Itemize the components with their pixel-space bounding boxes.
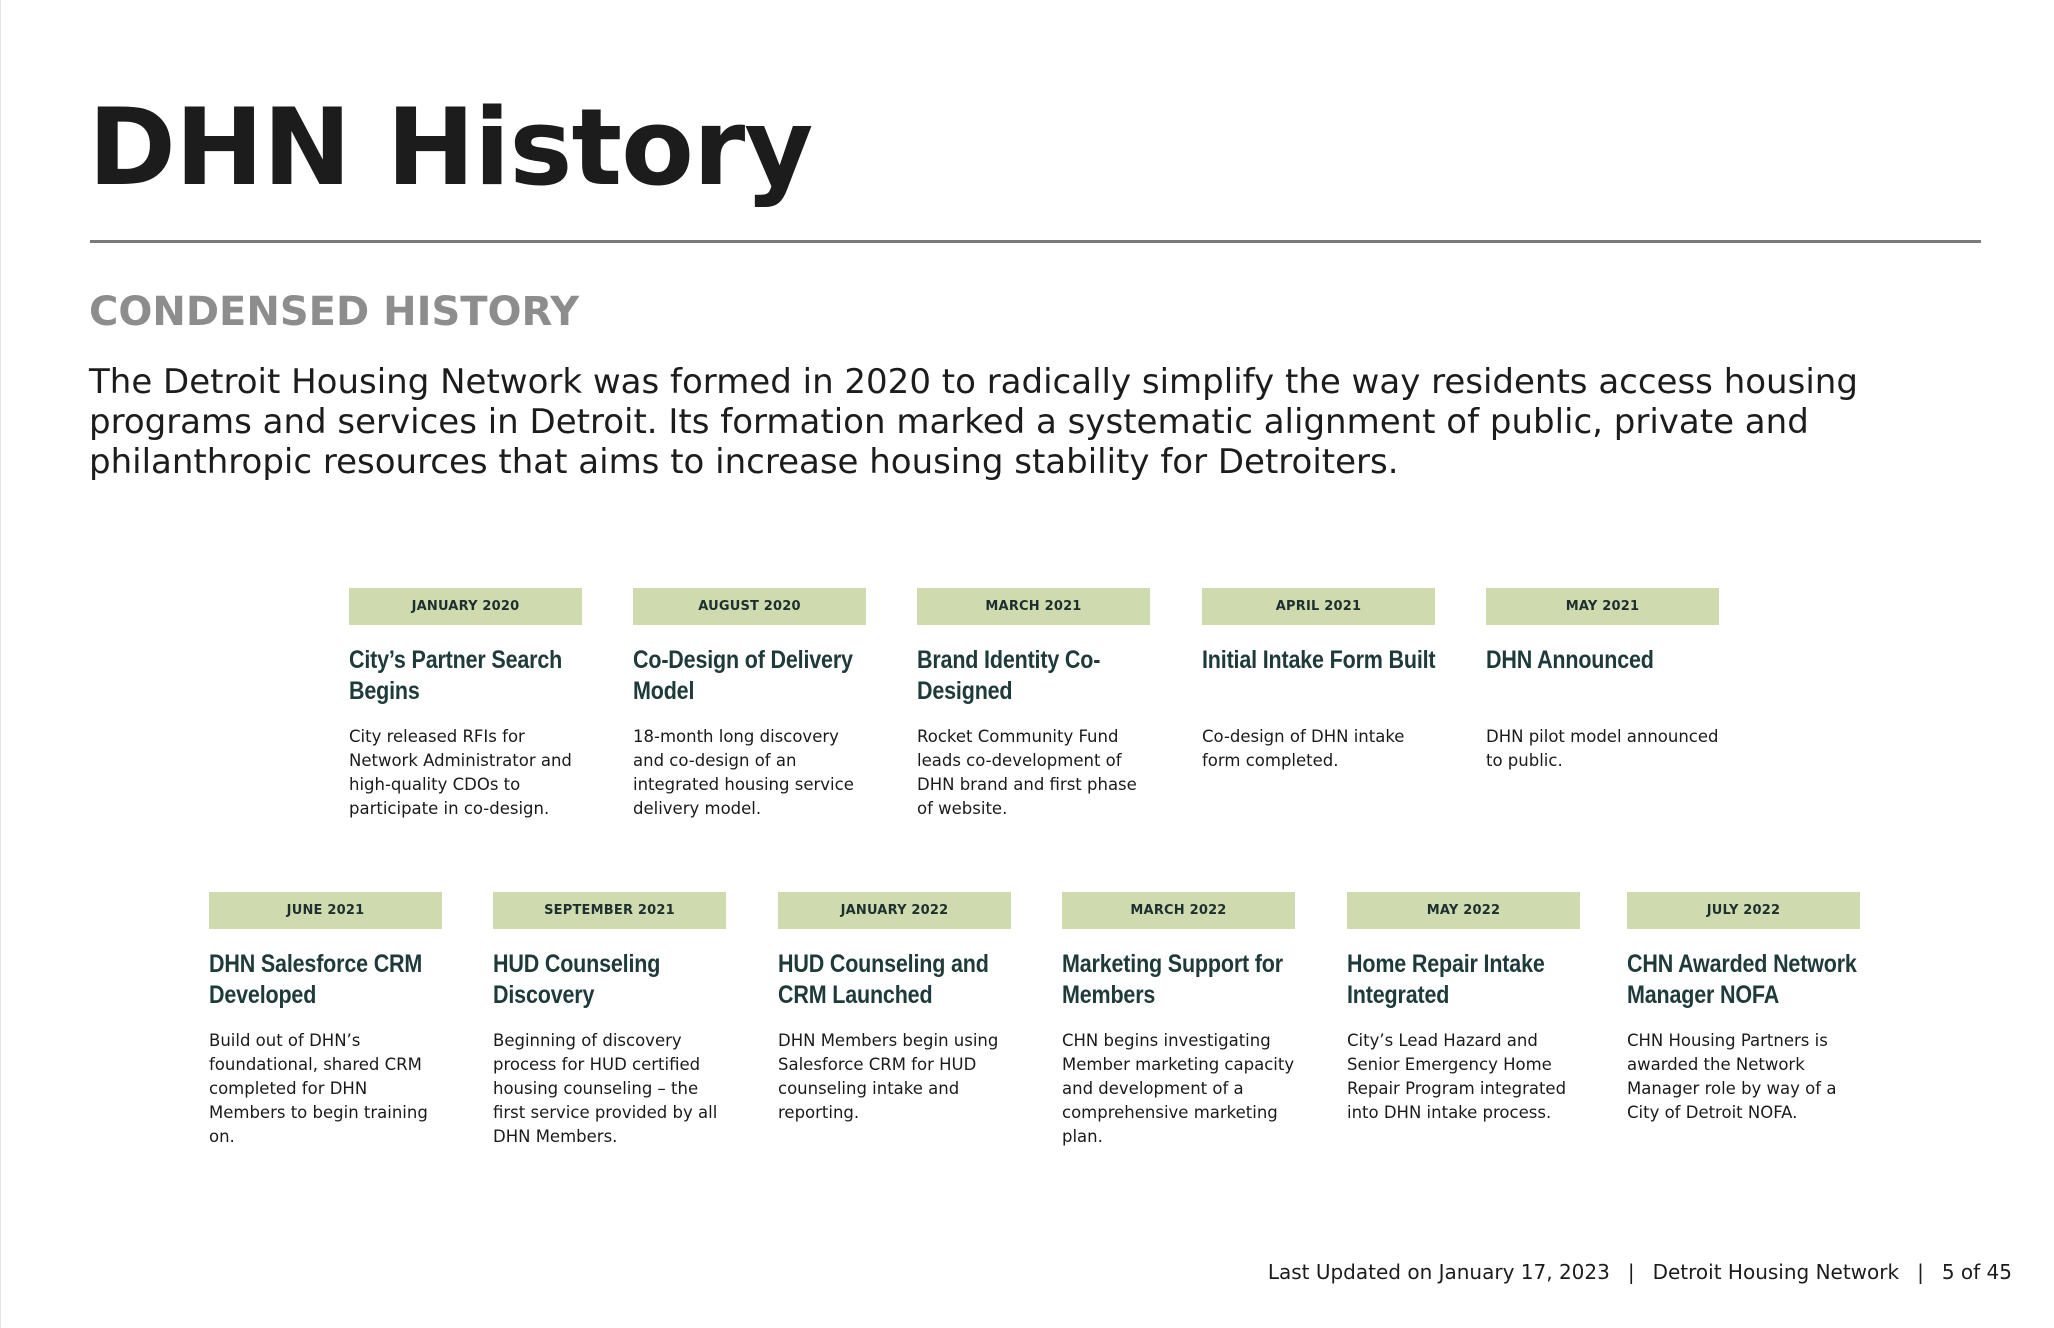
timeline-title: HUD Counseling Discovery (493, 950, 661, 1009)
timeline-title: City’s Partner Search Begins (349, 646, 563, 705)
timeline-title: CHN Awarded Network Manager NOFA (1627, 950, 1857, 1009)
timeline-description: Rocket Community Fund leads co-development of DHN brand and first phase of website. (917, 727, 1137, 818)
timeline-card (1486, 588, 1719, 773)
page-title: DHN History (88, 86, 813, 209)
timeline-card (209, 892, 442, 1149)
timeline-card (917, 588, 1150, 821)
timeline-description: Beginning of discovery process for HUD certified housing counseling – the first service provided by all DHN Members. (493, 1031, 718, 1146)
timeline-card (1202, 588, 1435, 773)
timeline-title: Marketing Support for Members (1062, 950, 1283, 1009)
timeline-date: MARCH 2021 (917, 588, 1150, 625)
timeline-card (493, 892, 726, 1149)
page-number: 5 of 45 (1941, 1260, 2012, 1284)
timeline-card (633, 588, 866, 821)
timeline-description: DHN Members begin using Salesforce CRM for HUD counseling intake and reporting. (778, 1031, 999, 1122)
timeline-description: Co-design of DHN intake form completed. (1202, 727, 1405, 770)
last-updated: Last Updated on January 17, 2023 (1267, 1260, 1610, 1284)
section-heading: CONDENSED HISTORY (89, 289, 580, 335)
page-footer (1268, 1258, 2012, 1286)
timeline-description: City’s Lead Hazard and Senior Emergency Home Repair Program integrated into DHN intake process. (1347, 1031, 1567, 1122)
timeline-title: DHN Salesforce CRM Developed (209, 950, 423, 1009)
timeline-card (1062, 892, 1295, 1149)
organization-name: Detroit Housing Network (1652, 1260, 1900, 1284)
footer-separator: | (1627, 1260, 1635, 1284)
timeline-description: Build out of DHN’s foundational, shared CRM completed for DHN Members to begin training on. (209, 1031, 428, 1146)
timeline-title: Home Repair Intake Integrated (1347, 950, 1545, 1009)
timeline-title: DHN Announced (1486, 646, 1654, 674)
timeline-date: JANUARY 2022 (778, 892, 1011, 929)
timeline-date: MAY 2022 (1347, 892, 1580, 929)
timeline-title: Initial Intake Form Built (1202, 646, 1436, 674)
timeline-description: CHN begins investigating Member marketing capacity and development of a comprehensive marketing plan. (1062, 1031, 1295, 1146)
timeline-date: JANUARY 2020 (349, 588, 582, 625)
timeline-description: 18-month long discovery and co-design of an integrated housing service delivery model. (633, 727, 854, 818)
timeline-card (1347, 892, 1580, 1125)
timeline-date: MAY 2021 (1486, 588, 1719, 625)
timeline-date: JULY 2022 (1627, 892, 1860, 929)
timeline-title: Co-Design of Delivery Model (633, 646, 853, 705)
timeline-card (349, 588, 582, 821)
timeline-date: AUGUST 2020 (633, 588, 866, 625)
timeline-description: DHN pilot model announced to public. (1486, 727, 1719, 770)
timeline-card (1627, 892, 1860, 1125)
timeline-description: City released RFIs for Network Administrator and high-quality CDOs to participate in co-design. (349, 727, 572, 818)
timeline-card (778, 892, 1011, 1125)
footer-separator: | (1917, 1260, 1924, 1284)
timeline-date: SEPTEMBER 2021 (493, 892, 726, 929)
timeline-title: HUD Counseling and CRM Launched (778, 950, 989, 1009)
intro-paragraph: The Detroit Housing Network was formed in 2020 to radically simplify the way residents access housing programs and services in Detroit. Its formation marked a systematic alignment of public, private and philanthropic resources that aims to increase housing stability for Detroiters. (89, 362, 1858, 482)
timeline-title: Brand Identity Co-Designed (917, 646, 1101, 705)
timeline-date: JUNE 2021 (209, 892, 442, 929)
title-divider (90, 240, 1981, 243)
page-border (0, 0, 1, 1328)
timeline-date: APRIL 2021 (1202, 588, 1435, 625)
timeline-date: MARCH 2022 (1062, 892, 1295, 929)
timeline-description: CHN Housing Partners is awarded the Network Manager role by way of a City of Detroit NOFA. (1627, 1031, 1837, 1122)
